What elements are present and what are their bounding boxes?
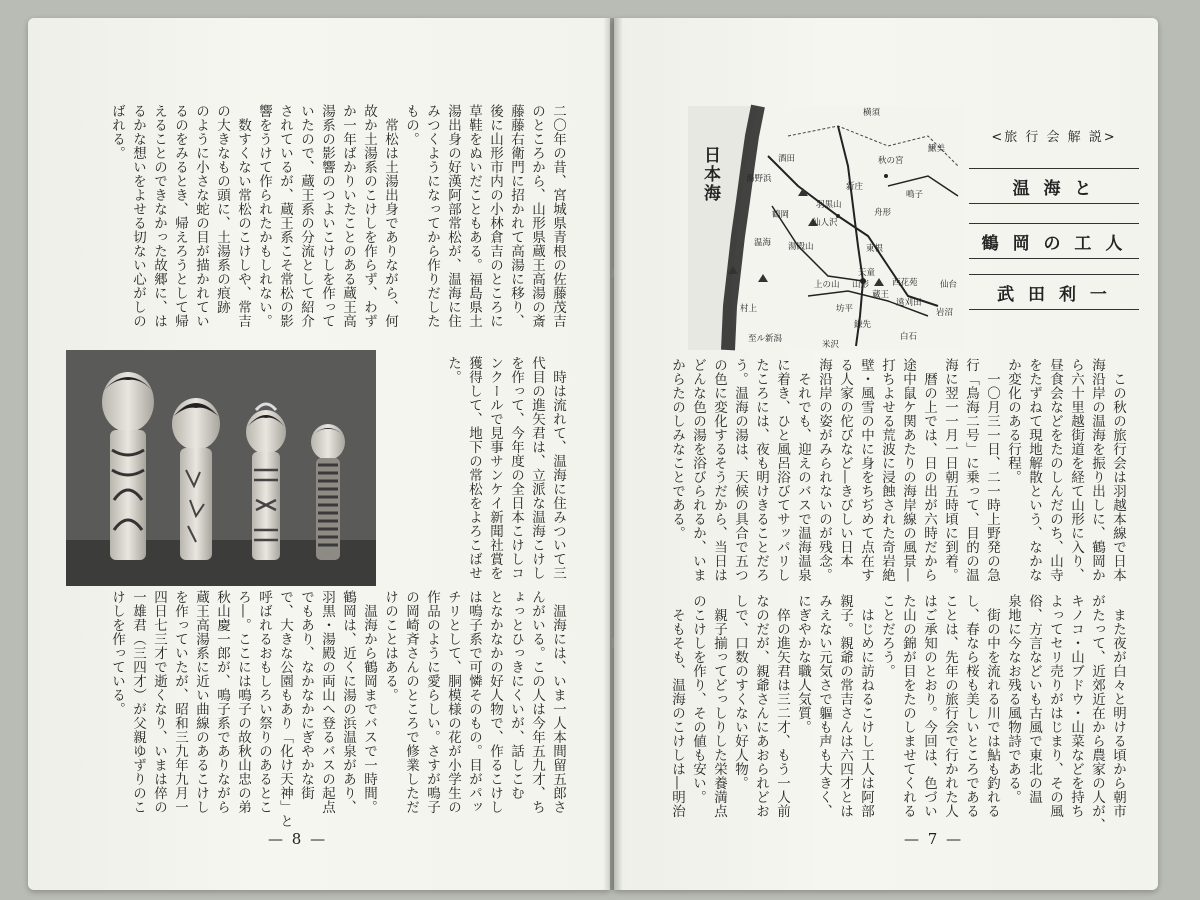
text-line: るのをみるとき、帰えろうとして帰 [172, 104, 188, 328]
text-line: 泉地に今なお残る風物詩である。 [1005, 594, 1021, 804]
right-lower-text [652, 594, 1128, 832]
text-line: のように小さな蛇の目が描かれてい [193, 104, 209, 328]
text-line: この秋の旅行会は羽越本線で日本 [1110, 358, 1126, 582]
text-line: 獲得して、地下の常松をよろこばせ [466, 356, 482, 580]
text-line: 鶴岡は、近くに湯の浜温泉があり、 [340, 590, 356, 814]
text-line: 作品のように愛らしい。さすが鳴子 [424, 590, 440, 814]
text-line: 秋山慶一郎が、鳴子系でありながら [214, 590, 230, 814]
article-title-text-2: 鶴 岡 の 工 人 [981, 233, 1127, 254]
text-line: 響をうけて作られたかもしれない。 [256, 104, 272, 328]
kokeshi-dolls-illustration [66, 350, 376, 586]
map-place: 仙人沢 [812, 218, 838, 228]
text-line: か変化のある行程。 [1005, 358, 1021, 484]
text-line: よってセリ売りがはじまり、その風 [1047, 594, 1063, 818]
text-line: るかな想いをよせる切ない心がしの [130, 104, 146, 328]
map-place: 米沢 [822, 340, 840, 350]
text-line: なのだが、親爺さんにあおられどお [753, 594, 769, 818]
text-line: 草鞋をぬいだこともある。福島県土 [466, 104, 482, 328]
staple-top [610, 268, 614, 278]
text-line: のこけしを作り、その値も安い。 [690, 594, 706, 804]
map-place: 湯殿山 [788, 242, 814, 252]
map-place: 蔵王 [872, 290, 890, 300]
map-place: 遠刈田 [896, 298, 922, 308]
text-line: 親子。親爺の常吉さんは六四才とは [837, 594, 853, 818]
map-place: 舟形 [874, 208, 892, 218]
map-place: 新庄 [846, 182, 864, 192]
article-title-text-1: 温 海 と [1012, 178, 1096, 199]
map-place: 村上 [740, 304, 758, 314]
text-line: 海沿岸の姿がみられないのが残念。 [816, 358, 832, 582]
text-line: 行「鳥海二号」に乗って、目的の温 [963, 358, 979, 582]
text-line: はじめに訪ねるこけし工人は阿部 [858, 594, 874, 818]
text-line: となかなかの好人物で、作るこけし [487, 590, 503, 814]
text-line: 親子揃ってどっしりした栄養満点 [711, 594, 727, 818]
map-place: 鎌先 [854, 320, 872, 330]
booklet-spine [603, 18, 623, 890]
text-line: キノコ・山ブドウ・山菜などを持ち [1068, 594, 1084, 818]
route-map [688, 106, 964, 350]
text-line: いたので、蔵王系の分流として紹介 [298, 104, 314, 328]
text-line: 壁・風雪の中に身をちぢめて点在す [858, 358, 874, 582]
text-line: 四日七三才で逝くなり、いまは倅の [151, 590, 167, 814]
text-line: を作っていたが、昭和三九年九月一 [172, 590, 188, 814]
left-lower-text [64, 590, 568, 828]
text-line: 打ちよせる荒波に浸蝕された奇岩絶 [879, 358, 895, 582]
text-line: 常松は土湯出身でありながら、何 [382, 104, 398, 328]
route-map-drawing [688, 106, 964, 350]
open-booklet [28, 18, 1158, 890]
map-place: 西花苑 [892, 278, 918, 288]
text-line: 呼ばれるおもしろい祭りのあるとこ [256, 590, 272, 814]
map-place: 天童 [858, 268, 876, 278]
text-line: 俗、方言などいも古風で東北の温 [1026, 594, 1042, 804]
map-place: 横須 [863, 108, 881, 118]
text-line: それでも、迎えのバスで温海温泉 [795, 358, 811, 582]
text-line: にぎやかな職人気質。 [795, 594, 811, 734]
text-line: のところから、山形県蔵王高湯の斎 [529, 104, 545, 328]
text-line: 藤藤右衛門に招かれて高湯に移り、 [508, 104, 524, 328]
map-place: 羽黒山 [816, 200, 842, 210]
map-sea-label: 日本海 [700, 146, 720, 203]
text-line: んがいる。この人は今年五九才、ち [529, 590, 545, 814]
map-place: 坊平 [836, 304, 854, 314]
text-line: を作って、今年度の全日本こけしコ [508, 356, 524, 580]
text-line: たころには、夜も明けきることだろ [753, 358, 769, 582]
text-line: ことだろう。 [879, 594, 895, 678]
right-middle-text [652, 358, 1128, 590]
text-line: 途中鼠ケ関あたりの海岸線の風景― [900, 358, 916, 582]
text-line: 数すくない常松のこけしや、常吉 [235, 104, 251, 328]
text-line: 羽黒・湯殿の両山へ登るバスの起点 [319, 590, 335, 814]
page-8 [28, 18, 610, 890]
text-line: ンクールで見事サンケイ新聞社賞を [487, 356, 503, 580]
text-line: 時は流れて、温海に住みついて三 [550, 356, 566, 580]
text-line: 暦の上では、日の出が六時だから [921, 358, 937, 582]
text-line: みつくようになってから作りだした [424, 104, 440, 328]
kokeshi-doll-4 [311, 424, 345, 560]
text-line: ばれる。 [109, 104, 125, 160]
text-line: 湯系の影響のつよいこけしを作って [319, 104, 335, 328]
map-place: 酒田 [778, 154, 796, 164]
author-box [969, 274, 1139, 310]
text-line: えることのできなかった故郷に、は [151, 104, 167, 328]
page-number-7: — 7 — [904, 830, 964, 848]
text-line: た。 [445, 356, 461, 384]
text-line: そもそも、温海のこけしは―明治 [669, 594, 685, 818]
text-line: 後に山形市内の小林倉吉のところに [487, 104, 503, 328]
text-line: し、春なら桜も美しいところである [963, 594, 979, 818]
text-line: は鳴子系で可憐そのもの。目がパッ [466, 590, 482, 814]
text-line: 温海には、いま一人本間留五郎さ [550, 590, 566, 814]
text-line: チリとして、胴模様の花が小学生の [445, 590, 461, 814]
text-line: ょっとひっきにくいが、話しこむ [508, 590, 524, 800]
text-line: で、大きな公園もあり「化け天神」と [277, 590, 293, 828]
article-title-line2 [969, 223, 1139, 259]
text-line: の大きなもの頭に、土湯系の痕跡 [214, 104, 230, 314]
text-line: はご承知のとおり。今回は、色づい [921, 594, 937, 818]
map-place: 白石 [900, 332, 918, 342]
text-line: の岡崎斉さんのところで修業しただ [403, 590, 419, 814]
text-line: に着き、ひと風呂浴びてサッパリし [774, 358, 790, 582]
text-line: る人家の佗びなど―きびしい日本 [837, 358, 853, 568]
staple-bottom [610, 638, 614, 648]
map-place: 温海 [754, 238, 772, 248]
text-line: しで、口数のすくない好人物。 [732, 594, 748, 790]
text-line: 温海から鶴岡までバスで一時間。 [361, 590, 377, 814]
text-line: もの。 [403, 104, 419, 146]
text-line: 代目の進矢君は、立派な温海こけし [529, 356, 545, 580]
text-line: けのことはある。 [382, 590, 398, 702]
text-line: みえない元気さで軀も声も大きく、 [816, 594, 832, 818]
map-place: 山形 [852, 280, 870, 290]
text-line: か一年ばかりいたことのある蔵王高 [340, 104, 356, 328]
page-number-8: — 8 — [268, 830, 328, 848]
text-line: 一雄君（三四才）が父親ゆずりのこ [130, 590, 146, 814]
left-photo-side-text [438, 356, 568, 588]
text-line: からたのしみなことである。 [669, 358, 685, 540]
text-line: 街の中を流れる川では鮎も釣れる [984, 594, 1000, 818]
map-place: 秋の宮 [878, 156, 904, 166]
map-place: 湯野浜 [746, 174, 772, 184]
text-line: ら六十里越街道を経て山形に入り、 [1068, 358, 1084, 582]
text-line: けしを作っている。 [109, 590, 125, 716]
text-line: 故か土湯系のこけしを作らず、わず [361, 104, 377, 328]
text-line: 倅の進矢君は三二才、もう一人前 [774, 594, 790, 818]
map-place: 東根 [866, 244, 884, 254]
text-line: 二〇年の昔、宮城県青根の佐藤茂吉 [550, 104, 566, 328]
text-line: 昼食会などをたのしんだのち、山寺 [1047, 358, 1063, 582]
author-name: 武 田 利 一 [997, 284, 1111, 305]
map-place: 至ル新潟 [748, 334, 783, 344]
map-place: 鰍美 [928, 144, 946, 154]
map-place: 鳴子 [906, 190, 924, 200]
text-line: 湯出身の好漢阿部常松が、温海に住 [445, 104, 461, 328]
article-title-line1 [969, 168, 1139, 204]
text-line: 蔵王高湯系に近い曲線のあるこけし [193, 590, 209, 814]
text-line: をたずねて現地解散という、なかな [1026, 358, 1042, 582]
map-place: 鶴岡 [772, 210, 790, 220]
page-7 [614, 18, 1158, 890]
text-line: どんな色の湯を浴びられるか、いま [690, 358, 706, 582]
category-label: <旅 行 会 解 説> [991, 130, 1117, 145]
text-line: がたって、近郊近在から農家の人が、 [1089, 594, 1105, 832]
text-line: の色に変化するそうだから、当日は [711, 358, 727, 582]
map-place: 上の山 [814, 280, 840, 290]
text-line: ろ―。ここには鳴子の故秋山忠の弟 [235, 590, 251, 814]
text-line: また夜が白々と明ける頃から朝市 [1110, 594, 1126, 818]
text-line: た山の錦が目をたのしませてくれる [900, 594, 916, 818]
text-line: でもあり、なかなかにぎやかな街 [298, 590, 314, 800]
left-upper-text [109, 104, 568, 354]
kokeshi-doll-3 [246, 404, 286, 560]
kokeshi-dolls-photo [66, 350, 376, 586]
text-line: 海沿岸の温海を振り出しに、鶴岡か [1089, 358, 1105, 582]
text-line: 海に翌一一月一日朝五時頃に到着。 [942, 358, 958, 582]
text-line: されているが、蔵王系こそ常松の影 [277, 104, 293, 328]
text-line: 一〇月三一日、二一時上野発の急 [984, 358, 1000, 582]
text-line: う。温海の湯は、天候の具合で五つ [732, 358, 748, 582]
map-place: 岩沼 [936, 308, 954, 318]
text-line: ことは、先年の旅行会で行かれた人 [942, 594, 958, 818]
map-place: 仙台 [940, 280, 958, 290]
